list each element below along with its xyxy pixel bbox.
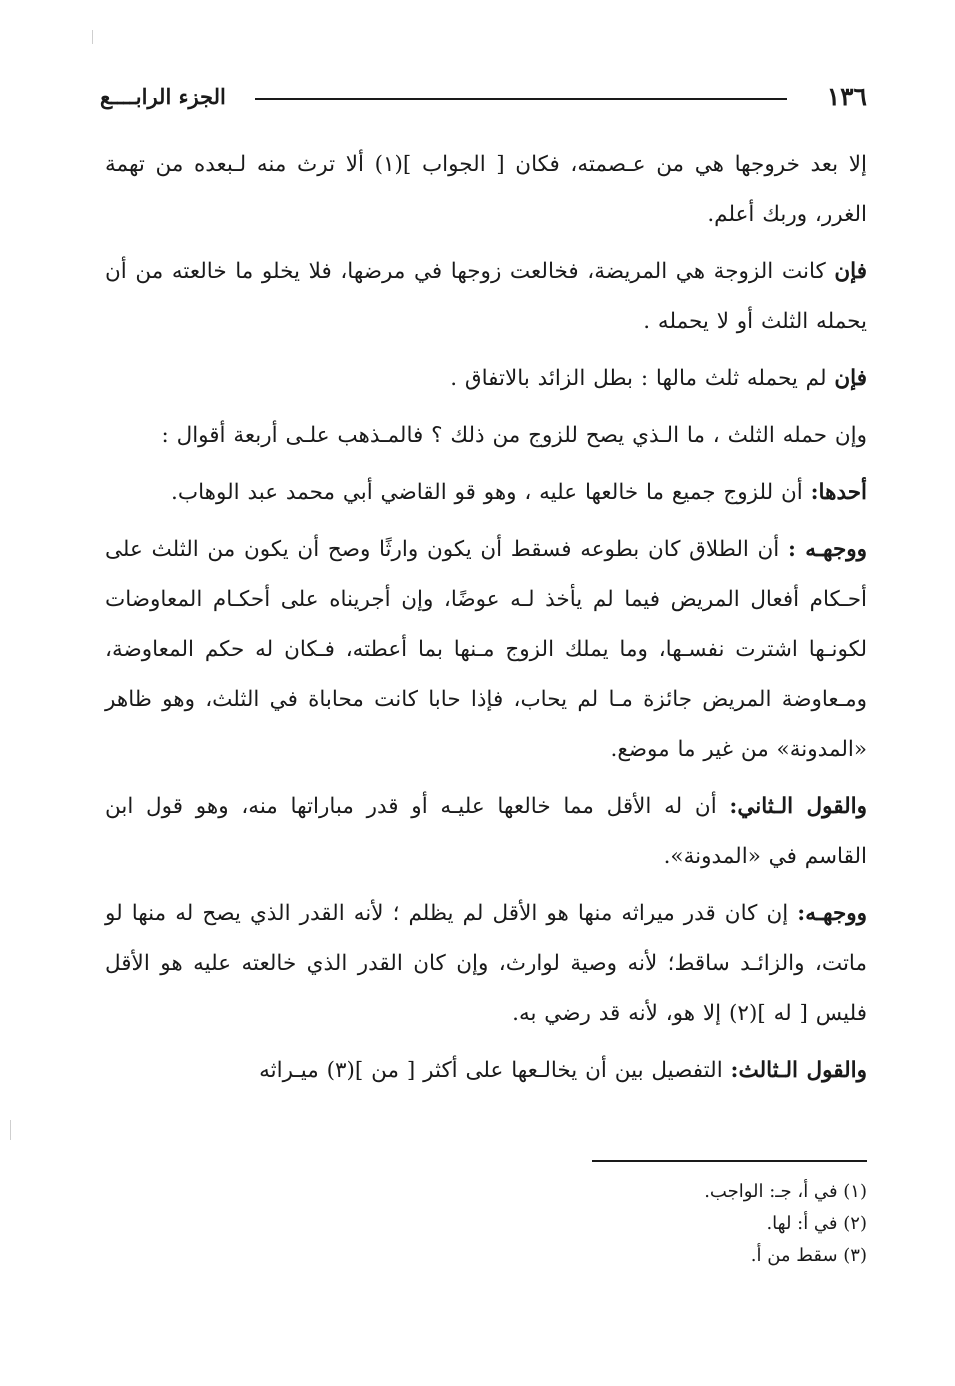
paragraph-text: أن الطلاق كان بطوعه فسقط أن يكون وارثًا وصح أن يكون من الثلث على أحـكام أفعال المريض فيما لم يأخذ لـه عوضًا، وإن أجريناه على أحكـام المعاوضات لكونـها اشترت نفسـها، وما يملك الزوج مـنها بما أعطته، فـكان له حكم المعاوضة، ومـعاوضة المريض جائزة مـا لم يحاب، فإذا حابا كانت محاباة في الثلث، وهو ظاهر «المدونة» من غير ما موضع. [105, 537, 867, 762]
paragraph [105, 782, 867, 882]
paragraph [105, 468, 867, 518]
paragraph [105, 247, 867, 347]
paragraph-lead: فإن [834, 259, 867, 284]
footnote: (٣) سقط من أ. [750, 1245, 867, 1266]
footnote: (٢) في أ: لها. [766, 1213, 867, 1234]
paragraph [105, 411, 867, 461]
footnote: (١) في أ، جـ: الواجب. [704, 1181, 867, 1202]
paragraph-text: التفصيل بين أن يخالـعها على أكثر [ من ](٣) ميـراثه [259, 1058, 731, 1083]
paragraph [105, 140, 867, 240]
running-title: الجزء الرابــــع [100, 84, 226, 109]
paragraph-text: وإن حمله الثلث ، ما الـذي يصح للزوج من ذلك ؟ فالمـذهب علـى أربعة أقوال : [161, 423, 867, 448]
paragraph [105, 525, 867, 775]
page-number: ١٣٦ [826, 82, 867, 111]
paragraph-lead: أحدها: [810, 480, 867, 505]
paragraph-lead: ووجهـه : [787, 537, 867, 562]
body-text [105, 140, 867, 1103]
paragraph-lead: ووجهـه: [797, 901, 867, 926]
footnotes [400, 1176, 867, 1272]
paragraph-lead: والقول الـثاني: [729, 794, 868, 819]
footnote-rule [592, 1160, 867, 1162]
paragraph-text: إلا بعد خروجها هي من عـصمته، فكان [ الجواب ](١) ألا ترث منه لـبعده من تهمة الغرر، وربك أعلم. [105, 152, 867, 227]
scan-edge-mark [92, 30, 93, 44]
paragraph-text: إن كان قدر ميراثه منها هو الأقل لم يظلم ؛ لأنه القدر الذي يصح له منها لو ماتت، والزائـد ساقط؛ لأنه وصية لوارث، وإن كان القدر الذي خالعته عليه هو الأقل فليس [ له ](٢) إلا هو، لأنه قد رضي به. [105, 901, 867, 1026]
paragraph [105, 1046, 867, 1096]
paragraph [105, 354, 867, 404]
paragraph-text: أن له الأقل مما خالعها عليـه أو قدر مباراتها منه، وهو قول ابن القاسم في «المدونة». [105, 794, 867, 869]
scan-edge-mark [10, 1120, 11, 1140]
paragraph-lead: فإن [834, 366, 867, 391]
paragraph [105, 889, 867, 1039]
header-rule [255, 98, 787, 100]
paragraph-text: كانت الزوجة هي المريضة، فخالعت زوجها في مرضها، فلا يخلو ما خالعته من أن يحمله الثلث أو لا يحمله . [105, 259, 867, 334]
paragraph-text: أن للزوج جميع ما خالعها عليه ، وهو قو القاضي أبي محمد عبد الوهاب. [171, 480, 811, 505]
page-header [100, 82, 867, 116]
paragraph-text: لم يحمله ثلث مالها : بطل الزائد بالاتفاق . [450, 366, 835, 391]
paragraph-lead: والقول الـثالث: [730, 1058, 867, 1083]
